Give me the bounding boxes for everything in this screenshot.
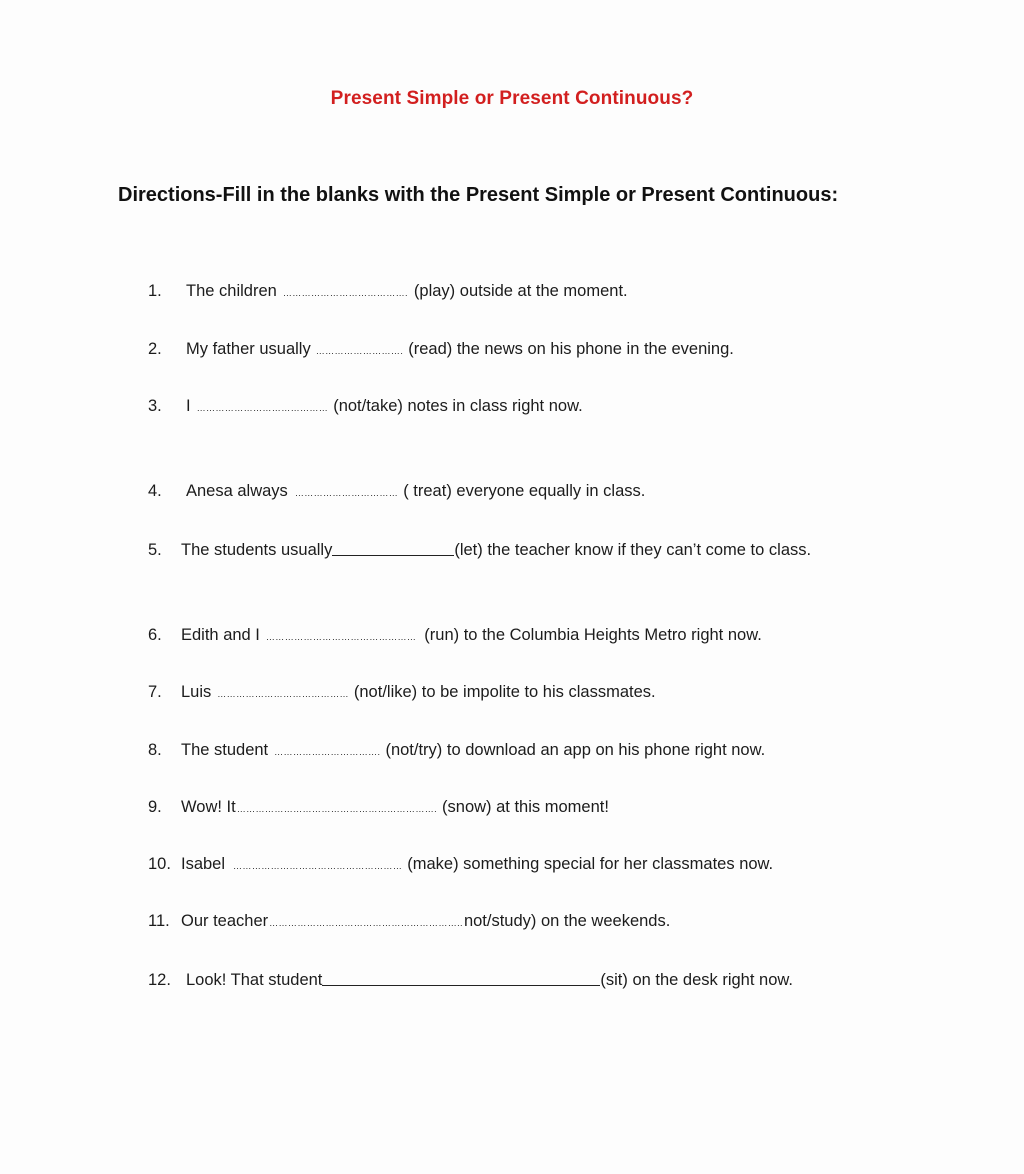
item-rest: not/study) on the weekends.: [463, 912, 671, 930]
exercise-item-4: [148, 482, 645, 501]
item-number: 4.: [148, 482, 162, 500]
item-rest: (not/try) to download an app on his phone right now.: [385, 741, 766, 759]
fill-blank[interactable]: …………………………….: [274, 747, 381, 757]
item-rest: (not/take) notes in class right now.: [333, 397, 583, 415]
directions-text: Directions-Fill in the blanks with the Present Simple or Present Continuous:: [118, 184, 839, 206]
item-stem: The students usually: [181, 541, 333, 559]
item-number: 3.: [148, 397, 162, 415]
fill-blank[interactable]: ……………………………………………………..: [269, 918, 463, 928]
fill-blank[interactable]: ……………………………: [294, 488, 399, 498]
item-rest: (play) outside at the moment.: [413, 282, 628, 300]
item-number: 1.: [148, 282, 162, 300]
item-stem: The student: [181, 741, 269, 759]
item-rest: ( treat) everyone equally in class.: [403, 482, 646, 500]
item-stem: Anesa always: [186, 482, 288, 500]
item-stem: Luis: [181, 683, 212, 701]
item-stem: Edith and I: [181, 626, 260, 644]
item-number: 6.: [148, 626, 162, 644]
exercise-item-3: [148, 397, 583, 416]
item-number: 10.: [148, 855, 171, 873]
fill-blank[interactable]: ……………………………………: [217, 689, 349, 699]
exercise-item-1: [148, 282, 628, 301]
item-stem: The children: [186, 282, 277, 300]
item-number: 12.: [148, 971, 171, 989]
exercise-item-12: [148, 970, 793, 990]
exercise-item-5: [148, 540, 811, 560]
fill-blank[interactable]: …………………………………………: [265, 632, 417, 642]
item-stem: I: [186, 397, 191, 415]
item-number: 7.: [148, 683, 162, 701]
item-rest: (snow) at this moment!: [442, 798, 609, 816]
fill-blank[interactable]: ……………………….: [315, 346, 404, 356]
exercise-item-8: [148, 741, 765, 760]
item-rest: (not/like) to be impolite to his classmates.: [353, 683, 656, 701]
item-number: 2.: [148, 340, 162, 358]
item-rest: (make) something special for her classmates now.: [407, 855, 774, 873]
exercise-item-10: [148, 855, 773, 874]
exercise-item-2: [148, 340, 734, 359]
item-stem: Our teacher: [181, 912, 269, 930]
item-rest: (let) the teacher know if they can’t come to class.: [454, 541, 812, 559]
item-number: 11.: [148, 912, 170, 930]
item-stem: My father usually: [186, 340, 311, 358]
exercise-item-11: [148, 912, 670, 931]
fill-blank[interactable]: ………………………………….: [282, 288, 408, 298]
fill-blank[interactable]: ……………………………………: [196, 403, 329, 413]
item-stem: Look! That student: [186, 971, 323, 989]
exercise-item-6: [148, 626, 762, 645]
fill-blank[interactable]: ……………………………………………………….: [236, 804, 438, 814]
worksheet-title: Present Simple or Present Continuous?: [330, 88, 694, 109]
item-number: 8.: [148, 741, 162, 759]
fill-blank[interactable]: [322, 971, 600, 986]
item-stem: Wow! It: [181, 798, 236, 816]
fill-blank[interactable]: [332, 541, 454, 556]
item-rest: (read) the news on his phone in the evening.: [408, 340, 734, 358]
item-number: 5.: [148, 541, 162, 559]
item-stem: Isabel: [181, 855, 226, 873]
exercise-item-9: [148, 798, 609, 817]
item-number: 9.: [148, 798, 162, 816]
item-rest: (sit) on the desk right now.: [600, 971, 793, 989]
exercise-item-7: [148, 683, 656, 702]
item-rest: (run) to the Columbia Heights Metro right now.: [424, 626, 762, 644]
fill-blank[interactable]: ………………………………………………: [233, 861, 403, 871]
